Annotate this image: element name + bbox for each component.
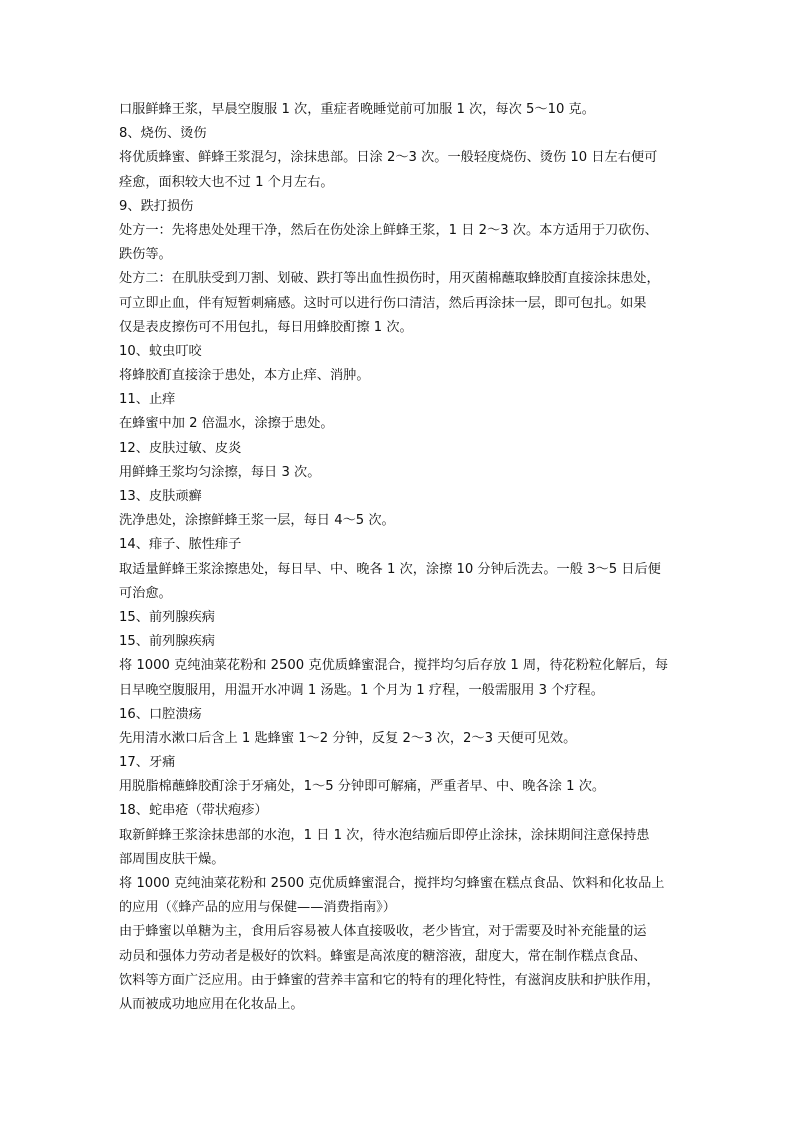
section-heading: 9、跌打损伤 — [119, 198, 194, 214]
text-line: 洗净患处，涂擦鲜蜂王浆一层，每日 4～5 次。 — [119, 513, 395, 529]
text-line: 可治愈。 — [119, 585, 172, 601]
text-line: 处方二：在肌肤受到刀割、划破、跌打等出血性损伤时，用灭菌棉蘸取蜂胶酊直接涂抹患处， — [119, 271, 660, 287]
text-line: 部周围皮肤干燥。 — [119, 851, 225, 867]
text-line: 口服鲜蜂王浆，早晨空腹服 1 次，重症者晚睡觉前可加服 1 次，每次 5～10 克。 — [119, 102, 595, 117]
section-heading: 10、蚊虫叮咬 — [119, 343, 202, 359]
text-line: 用鲜蜂王浆均匀涂擦，每日 3 次。 — [119, 464, 321, 480]
section-heading: 15、前列腺疾病 — [119, 634, 215, 650]
text-line: 将蜂胶酊直接涂于患处，本方止痒、消肿。 — [119, 368, 370, 384]
section-heading: 13、皮肤顽癣 — [119, 489, 202, 504]
document-body — [119, 98, 679, 1017]
text-line: 将 1000 克纯油菜花粉和 2500 克优质蜂蜜混合，搅拌均匀后存放 1 周，待花粉粒化解后，每 — [119, 658, 669, 674]
text-line: 日早晚空腹服用，用温开水冲调 1 汤匙。1 个月为 1 疗程，一般需服用 3 个疗程。 — [119, 682, 604, 698]
text-line: 仅是表皮擦伤可不用包扎，每日用蜂胶酊擦 1 次。 — [119, 319, 413, 335]
text-line: 由于蜂蜜以单糖为主，食用后容易被人体直接吸收，老少皆宜，对于需要及时补充能量的运 — [119, 924, 647, 940]
text-line: 跌伤等。 — [119, 247, 172, 263]
section-heading: 12、皮肤过敏、皮炎 — [119, 440, 242, 456]
section-heading: 8、烧伤、烫伤 — [119, 126, 207, 142]
section-heading: 17、牙痛 — [119, 755, 176, 771]
text-line: 处方一：先将患处处理干净，然后在伤处涂上鲜蜂王浆，1 日 2～3 次。本方适用于刀砍伤、 — [119, 222, 658, 238]
text-line: 动员和强体力劳动者是极好的饮料。蜂蜜是高浓度的糖溶液，甜度大，常在制作糕点食品、 — [119, 948, 647, 964]
section-heading: 15、前列腺疾病 — [119, 609, 215, 625]
text-line: 取新鲜蜂王浆涂抹患部的水泡，1 日 1 次，待水泡结痂后即停止涂抹，涂抹期间注意保持患 — [119, 827, 650, 843]
text-line: 先用清水漱口后含上 1 匙蜂蜜 1～2 分钟，反复 2～3 次，2～3 天便可见效。 — [119, 730, 577, 746]
section-heading: 11、止痒 — [119, 392, 176, 408]
text-line: 痊愈，面积较大也不过 1 个月左右。 — [119, 174, 334, 190]
text-line: 将优质蜂蜜、鲜蜂王浆混匀，涂抹患部。日涂 2～3 次。一般轻度烧伤、烫伤 10 日左右便可 — [119, 150, 658, 166]
section-heading: 18、蛇串疮（带状疱疹） — [119, 803, 268, 819]
text-line: 用脱脂棉蘸蜂胶酊涂于牙痛处，1～5 分钟即可解痛，严重者早、中、晚各涂 1 次。 — [119, 779, 606, 795]
text-line: 从而被成功地应用在化妆品上。 — [119, 996, 304, 1012]
section-heading: 14、痱子、脓性痱子 — [119, 537, 242, 553]
text-line: 可立即止血，伴有短暂刺痛感。这时可以进行伤口清洁，然后再涂抹一层，即可包扎。如果 — [119, 295, 647, 311]
text-line: 将 1000 克纯油菜花粉和 2500 克优质蜂蜜混合，搅拌均匀蜂蜜在糕点食品、饮料和化妆品上 — [119, 876, 665, 891]
text-line: 在蜂蜜中加 2 倍温水，涂擦于患处。 — [119, 416, 334, 432]
text-line: 的应用（《蜂产品的应用与保健——消费指南》） — [119, 900, 396, 916]
text-line: 饮料等方面广泛应用。由于蜂蜜的营养丰富和它的特有的理化特性，有滋润皮肤和护肤作用， — [119, 972, 660, 988]
text-line: 取适量鲜蜂王浆涂擦患处，每日早、中、晚各 1 次，涂擦 10 分钟后洗去。一般 3～5 日后便 — [119, 561, 661, 577]
section-heading: 16、口腔溃疡 — [119, 706, 202, 722]
